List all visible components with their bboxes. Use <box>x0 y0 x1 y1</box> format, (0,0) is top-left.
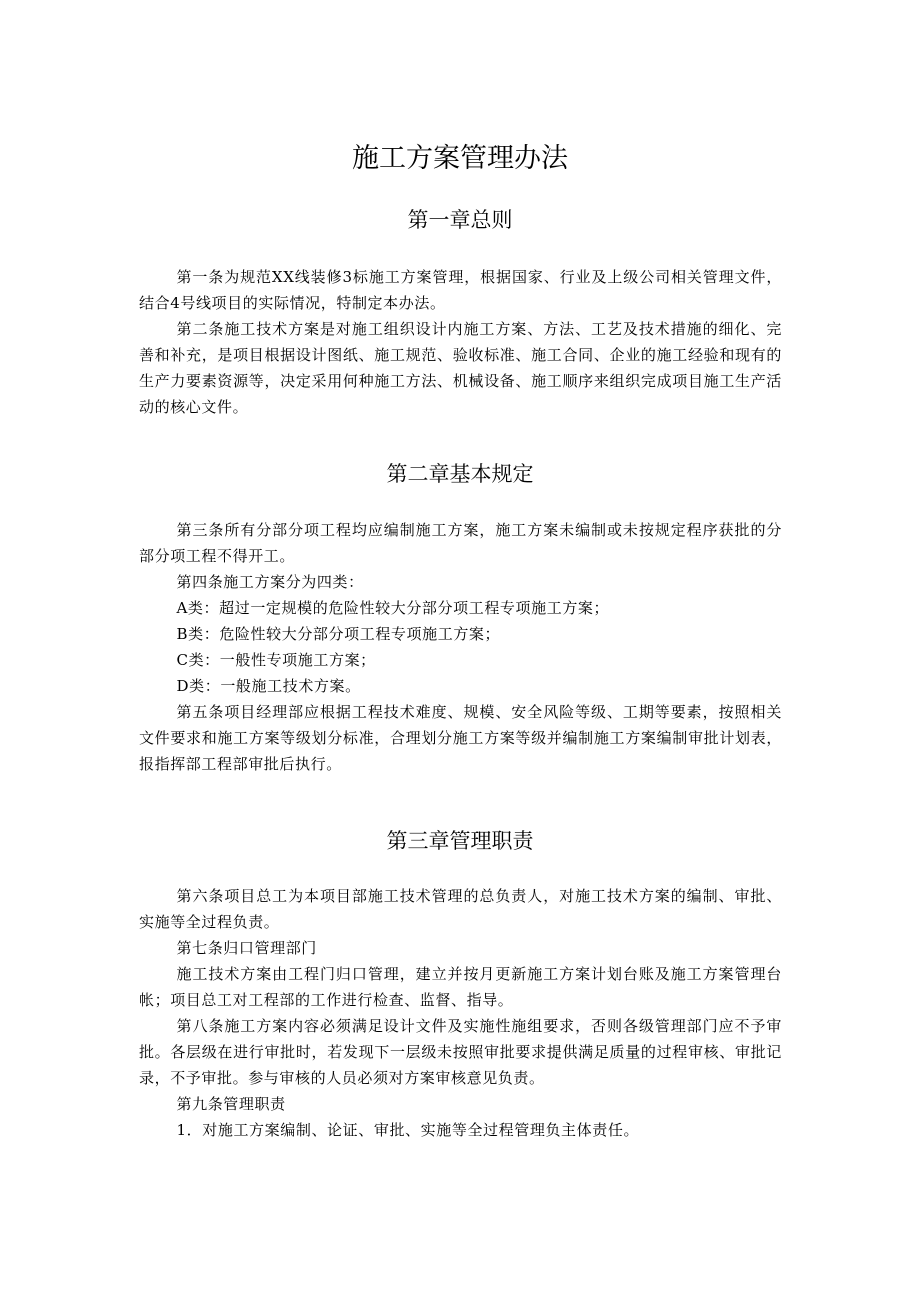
chapter-body-2 <box>139 517 782 777</box>
category-d: D类：一般施工技术方案。 <box>176 677 361 695</box>
chapter-body-1 <box>139 264 782 420</box>
article-5: 第五条项目经理部应根据工程技术难度、规模、安全风险等级、工期等要素，按照相关文件要求和施工方案等级划分标准，合理划分施工方案等级并编制施工方案编制审批计划表，报指挥部工程部审批后执行。 <box>139 703 782 773</box>
document-title: 施工方案管理办法 <box>352 143 568 174</box>
article-4: 第四条施工方案分为四类： <box>176 573 364 591</box>
chapter-body-3 <box>139 883 782 1143</box>
article-3: 第三条所有分部分项工程均应编制施工方案，施工方案未编制或未按规定程序获批的分部分项工程不得开工。 <box>139 521 782 565</box>
chapter-heading-3: 第三章管理职责 <box>386 829 534 853</box>
article-7-body: 施工技术方案由工程门归口管理，建立并按月更新施工方案计划台账及施工方案管理台帐；项目总工对工程部的工作进行检查、监督、指导。 <box>139 965 782 1009</box>
category-c: C类：一般性专项施工方案； <box>176 651 376 669</box>
category-a: A类：超过一定规模的危险性较大分部分项工程专项施工方案； <box>176 599 610 617</box>
article-7: 第七条归口管理部门 <box>176 939 317 957</box>
article-2: 第二条施工技术方案是对施工组织设计内施工方案、方法、工艺及技术措施的细化、完善和补充，是项目根据设计图纸、施工规范、验收标准、施工合同、企业的施工经验和现有的生产力要素资源等，决定采用何种施工方法、机械设备、施工顺序来组织完成项目施工生产活动的核心文件。 <box>139 320 782 416</box>
article-6: 第六条项目总工为本项目部施工技术管理的总负责人，对施工技术方案的编制、审批、实施等全过程负责。 <box>139 887 782 931</box>
article-1: 第一条为规范XX线装修3标施工方案管理，根据国家、行业及上级公司相关管理文件，结合4号线项目的实际情况，特制定本办法。 <box>139 268 782 312</box>
chapter-heading-2: 第二章基本规定 <box>386 462 534 486</box>
category-b: B类：危险性较大分部分项工程专项施工方案； <box>176 625 501 643</box>
article-9-item-1: 1．对施工方案编制、论证、审批、实施等全过程管理负主体责任。 <box>176 1121 640 1139</box>
article-9: 第九条管理职责 <box>176 1095 286 1113</box>
chapter-heading-1: 第一章总则 <box>407 208 513 232</box>
article-8: 第八条施工方案内容必须满足设计文件及实施性施组要求，否则各级管理部门应不予审批。各层级在进行审批时，若发现下一层级未按照审批要求提供满足质量的过程审核、审批记录，不予审批。参与审核的人员必须对方案审核意见负责。 <box>139 1017 782 1087</box>
